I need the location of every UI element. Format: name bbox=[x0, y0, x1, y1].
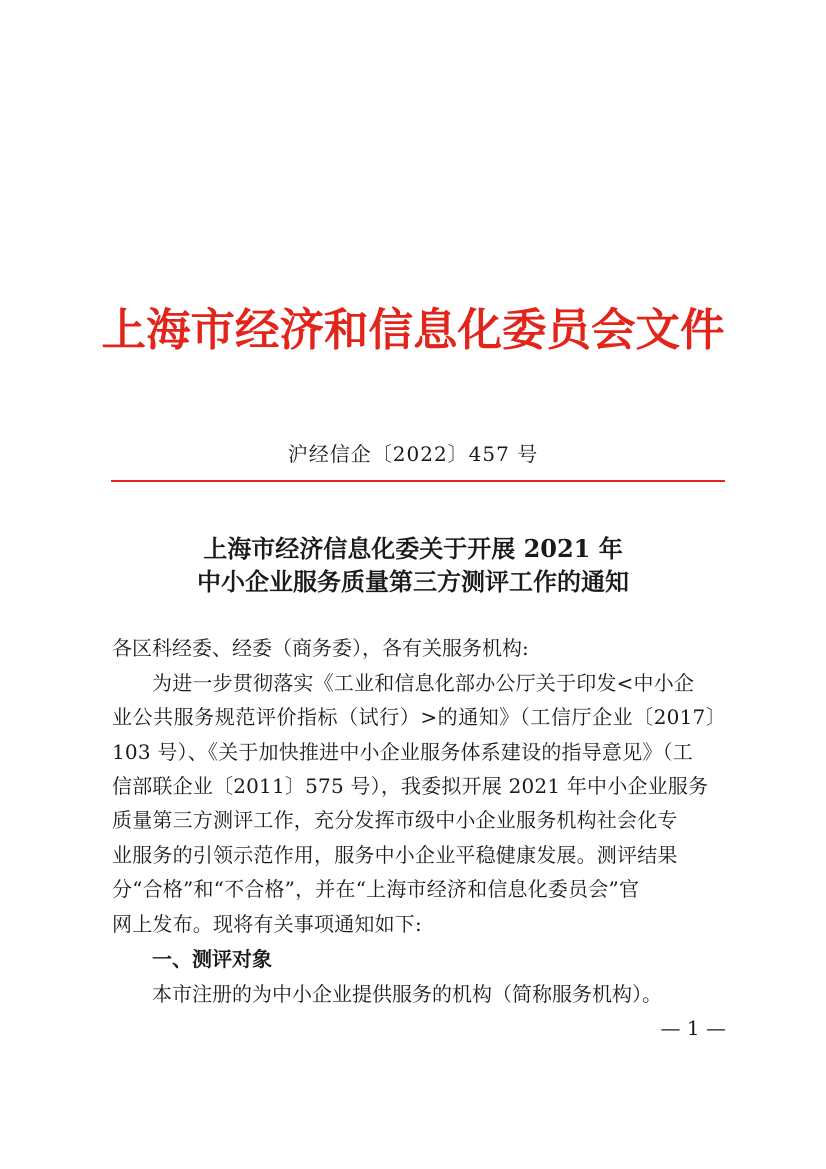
document-number: 沪经信企〔2022〕457 号 bbox=[287, 442, 539, 466]
salutation: 各区科经委、经委（商务委），各有关服务机构: bbox=[112, 636, 529, 660]
paragraph-line: 质量第三方测评工作，充分发挥市级中小企业服务机构社会化专 bbox=[112, 808, 678, 832]
notice-title-line-1: 上海市经济信息化委关于开展 2021 年 bbox=[203, 534, 623, 563]
section-heading-evaluation-target: 一、测评对象 bbox=[152, 947, 272, 971]
paragraph-line: 103 号）、《关于加快推进中小企业服务体系建设的指导意见》（工 bbox=[112, 740, 693, 764]
section-text-evaluation-target: 本市注册的为中小企业提供服务的机构（简称服务机构）。 bbox=[152, 982, 662, 1006]
paragraph-line: 业服务的引领示范作用，服务中小企业平稳健康发展。测评结果 bbox=[112, 843, 678, 867]
paragraph-line: 分“合格”和“不合格”，并在“上海市经济和信息化委员会”官 bbox=[112, 877, 640, 901]
notice-title-line-2: 中小企业服务质量第三方测评工作的通知 bbox=[197, 567, 629, 596]
page-number: — 1 — bbox=[660, 1016, 726, 1040]
red-divider-rule bbox=[111, 480, 725, 482]
paragraph-line: 网上发布。现将有关事项通知如下: bbox=[112, 912, 422, 936]
paragraph-line: 业公共服务规范评价指标（试行）>的通知》（工信厅企业〔2017〕 bbox=[112, 705, 726, 729]
paragraph-line: 为进一步贯彻落实《工业和信息化部办公厅关于印发<中小企 bbox=[152, 671, 695, 695]
issuer-header-title: 上海市经济和信息化委员会文件 bbox=[101, 304, 725, 356]
paragraph-line: 信部联企业〔2011〕575 号），我委拟开展 2021 年中小企业服务 bbox=[112, 774, 709, 798]
